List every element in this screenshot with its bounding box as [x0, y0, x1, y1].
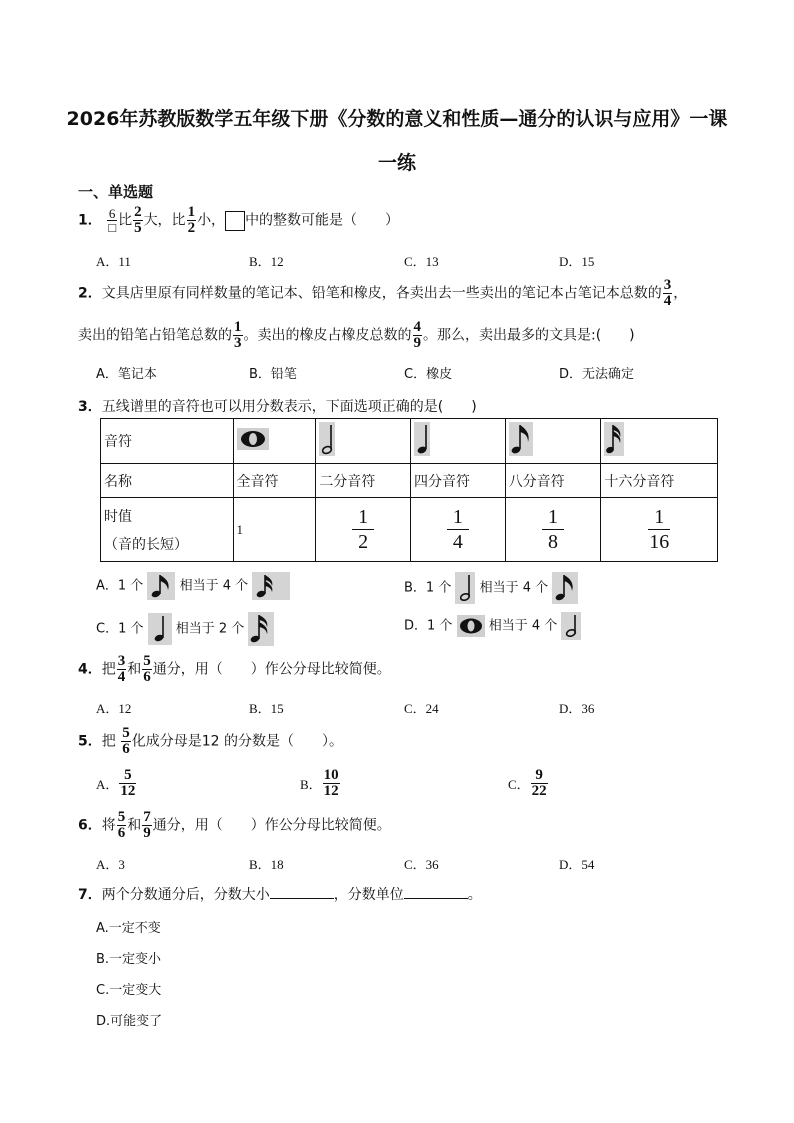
- option-b[interactable]: B．15: [249, 701, 284, 716]
- fraction: $\frac{1}{3}$: [234, 319, 242, 351]
- option-c[interactable]: C.一定变大: [96, 983, 162, 998]
- option-c[interactable]: C．13: [404, 254, 439, 269]
- option-c[interactable]: C．36: [404, 857, 439, 872]
- fraction: 6 □: [108, 206, 117, 235]
- option-d[interactable]: D．54: [559, 857, 595, 872]
- table-cell: $\frac{1}{4}$: [411, 498, 506, 562]
- table-header-duration: 时值 （音的长短）: [101, 498, 234, 562]
- sixteenth-note-icon: [601, 419, 718, 464]
- question-number: 4．: [78, 661, 102, 678]
- option-d[interactable]: D．15: [559, 254, 595, 269]
- option-c[interactable]: C．24: [404, 701, 439, 716]
- option-b[interactable]: B．18: [249, 857, 284, 872]
- question-2: 2．文具店里原有同样数量的笔记本、铅笔和橡皮，各卖出去一些卖出的笔记本占笔记本总数的 $\frac{3}{4}$ ，: [78, 277, 688, 309]
- option-a[interactable]: A．笔记本: [96, 367, 157, 382]
- question-2-continued: 卖出的铅笔占铅笔总数的 $\frac{1}{3}$ 。卖出的橡皮占橡皮总数的 $\frac{4}{9}$ 。那么，卖出最多的文具是:( ): [78, 319, 635, 351]
- quarter-note-icon: [148, 613, 172, 645]
- option-a[interactable]: A．12: [96, 701, 132, 716]
- option-c[interactable]: C．橡皮: [404, 367, 453, 382]
- table-cell: 十六分音符: [601, 464, 718, 498]
- answer-blank[interactable]: [404, 885, 468, 899]
- answer-blank[interactable]: [270, 885, 334, 899]
- table-header-name: 名称: [101, 464, 234, 498]
- option-b[interactable]: B． $\frac{10}{12}$: [300, 767, 339, 799]
- option-a[interactable]: A.一定不变: [96, 921, 161, 936]
- question-5: 5．把 $\frac{5}{6}$ 化成分母是12 的分数是（ ）。: [78, 725, 343, 757]
- option-a[interactable]: A．3: [96, 857, 125, 872]
- option-a[interactable]: A． $\frac{5}{12}$: [96, 767, 136, 799]
- sixteenth-note-icon: [248, 612, 274, 646]
- question-number: 1．: [78, 212, 102, 229]
- fraction: $\frac{2}{5}$: [134, 204, 142, 236]
- table-cell: 八分音符: [505, 464, 601, 498]
- half-note-icon: [455, 572, 475, 604]
- question-7: 7．两个分数通分后，分数大小 ，分数单位 。: [78, 887, 482, 903]
- table-cell: 1: [233, 498, 316, 562]
- page-title: 2026年苏教版数学五年级下册《分数的意义和性质—通分的认识与应用》一课: [66, 108, 728, 130]
- table-cell: 二分音符: [316, 464, 411, 498]
- answer-box[interactable]: [225, 211, 245, 231]
- option-c[interactable]: C． $\frac{9}{22}$: [508, 767, 547, 799]
- table-cell: 四分音符: [411, 464, 506, 498]
- table-cell: 全音符: [233, 464, 316, 498]
- question-1: 1． 6 □ 比 $\frac{2}{5}$ 大，比 $\frac{1}{2}$ 小， 中的整数可能是（ ）: [78, 204, 400, 236]
- whole-note-icon: [457, 615, 485, 637]
- fraction: $\frac{7}{9}$: [143, 809, 151, 841]
- option-d[interactable]: D．1 个 相当于 4 个: [404, 612, 581, 640]
- table-cell: $\frac{1}{16}$: [601, 498, 718, 562]
- music-note-table: [100, 418, 718, 562]
- eighth-note-icon: [505, 419, 601, 464]
- question-number: 6．: [78, 817, 102, 834]
- option-b[interactable]: B.一定变小: [96, 952, 162, 967]
- question-3: 3．五线谱里的音符也可以用分数表示，下面选项正确的是( ): [78, 399, 477, 415]
- sixteenth-note-icon: [252, 572, 290, 600]
- option-a[interactable]: A．11: [96, 254, 131, 269]
- option-b[interactable]: B．1 个 相当于 4 个: [404, 572, 578, 604]
- fraction: $\frac{1}{2}$: [187, 204, 196, 236]
- half-note-icon: [316, 419, 411, 464]
- question-number: 2．: [78, 285, 102, 302]
- fraction: $\frac{4}{9}$: [413, 319, 421, 351]
- option-d[interactable]: D．36: [559, 701, 595, 716]
- quarter-note-icon: [411, 419, 506, 464]
- page-title-continued: 一练: [377, 152, 416, 174]
- question-number: 7．: [78, 887, 102, 903]
- table-cell: $\frac{1}{8}$: [505, 498, 601, 562]
- question-number: 5．: [78, 733, 102, 750]
- fraction: $\frac{5}{6}$: [122, 725, 130, 757]
- option-b[interactable]: B．12: [249, 254, 284, 269]
- option-a[interactable]: A．1 个 相当于 4 个: [96, 572, 290, 600]
- fraction: $\frac{5}{6}$: [143, 653, 151, 685]
- question-4: 4．把 $\frac{3}{4}$ 和 $\frac{5}{6}$ 通分，用（ ）作公分母比较简便。: [78, 653, 391, 685]
- table-cell: $\frac{1}{2}$: [316, 498, 411, 562]
- section-heading: 一、单选题: [78, 183, 154, 201]
- option-c[interactable]: C．1 个 相当于 2 个: [96, 612, 274, 646]
- half-note-icon: [561, 612, 581, 640]
- option-d[interactable]: D．无法确定: [559, 367, 635, 382]
- whole-note-icon: [233, 419, 316, 464]
- eighth-note-icon: [147, 572, 175, 600]
- table-header-note: 音符: [101, 419, 234, 464]
- fraction: $\frac{3}{4}$: [663, 277, 672, 309]
- fraction: $\frac{3}{4}$: [117, 653, 126, 685]
- question-number: 3．: [78, 399, 102, 415]
- eighth-note-icon: [552, 572, 578, 604]
- fraction: $\frac{5}{6}$: [117, 809, 126, 841]
- option-b[interactable]: B．铅笔: [249, 367, 297, 382]
- question-6: 6．将 $\frac{5}{6}$ 和 $\frac{7}{9}$ 通分，用（ ）作公分母比较简便。: [78, 809, 391, 841]
- option-d[interactable]: D.可能变了: [96, 1014, 163, 1029]
